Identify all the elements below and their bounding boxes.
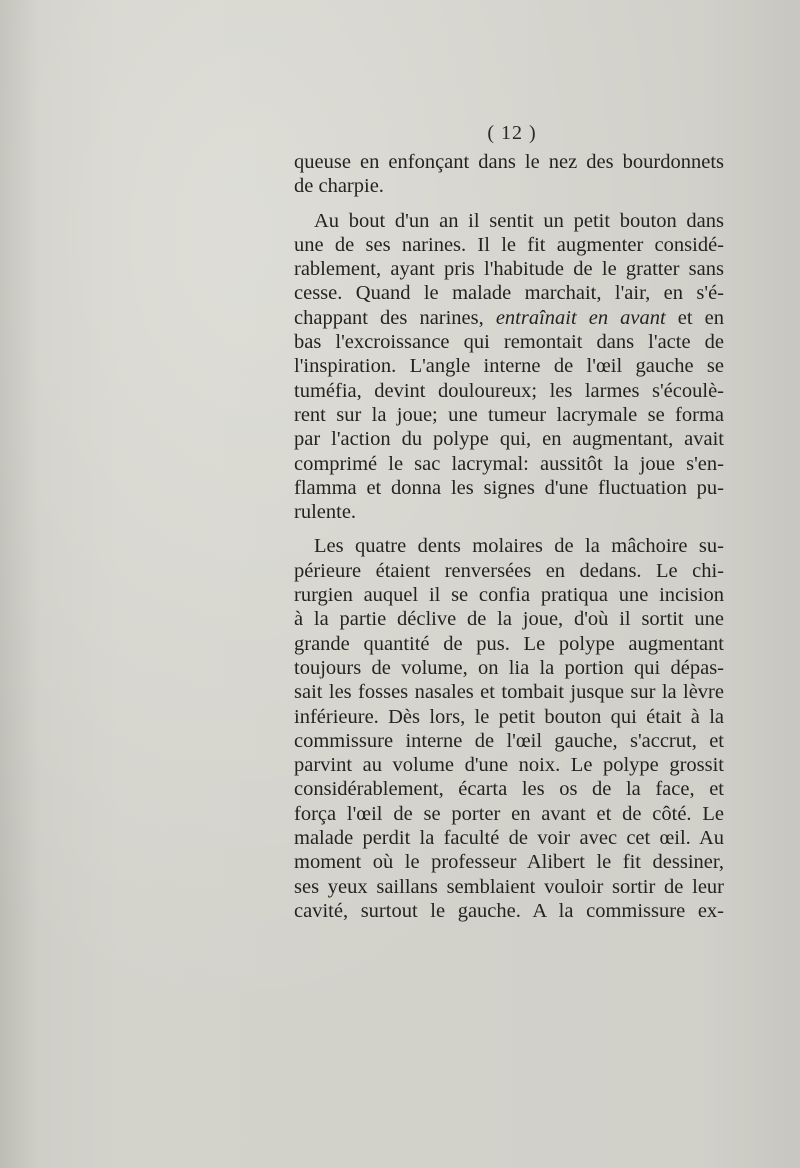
text-line: sait les fosses nasales et tombait jusque sur la lèvre [294, 681, 724, 704]
text-line: commissure interne de l'œil gauche, s'accrut, et [294, 729, 724, 752]
text-line: une de ses narines. Il le fit augmenter considé- [294, 233, 724, 256]
text-line: força l'œil de se porter en avant et de côté. Le [294, 802, 724, 825]
text-line: périeure étaient renversées en dedans. Le chi- [294, 559, 724, 582]
text-line: rurgien auquel il se confia pratiqua une incision [294, 584, 724, 607]
text-line: considérablement, écarta les os de la face, et [294, 778, 724, 801]
paragraph-3 [294, 534, 724, 923]
text-line: par l'action du polype qui, en augmentant, avait [294, 428, 724, 451]
text-line: cesse. Quand le malade marchait, l'air, en s'é- [294, 282, 724, 305]
text-line: rulente. [294, 501, 357, 524]
text-line: grande quantité de pus. Le polype augmentant [294, 632, 724, 655]
text-line: queuse en enfonçant dans le nez des bourdonnets [294, 151, 724, 173]
text-line: toujours de volume, on lia la portion qui dépas- [294, 656, 724, 679]
text-line: flamma et donna les signes d'une fluctuation pu- [294, 476, 724, 499]
text-line: cavité, surtout le gauche. A la commissure ex- [294, 899, 724, 922]
text-line: à la partie déclive de la joue, d'où il sortit une [294, 608, 724, 631]
text-line: rablement, ayant pris l'habitude de le gratter sans [294, 258, 724, 281]
paragraph-2 [294, 209, 724, 525]
text-line: Les quatre dents molaires de la mâchoire su- [314, 535, 724, 558]
italic-phrase: entraînait en avant [495, 306, 666, 329]
text-line: bas l'excroissance qui remontait dans l'acte de [294, 331, 724, 354]
text-line: ses yeux saillans semblaient vouloir sortir de leur [294, 875, 724, 898]
paragraph-1 [294, 150, 724, 199]
text-run: et en [665, 306, 724, 329]
body-text [294, 150, 724, 923]
text-run: chappant des narines, [294, 306, 496, 329]
text-line: malade perdit la faculté de voir avec cet œil. Au [294, 827, 724, 850]
page-number: ( 12 ) [487, 122, 537, 144]
text-line: inférieure. Dès lors, le petit bouton qui était à la [294, 705, 724, 728]
text-line: rent sur la joue; une tumeur lacrymale se forma [294, 403, 724, 426]
text-line: Au bout d'un an il sentit un petit bouton dans [314, 209, 724, 232]
text-line: l'inspiration. L'angle interne de l'œil gauche se [294, 355, 724, 378]
text-line: parvint au volume d'une noix. Le polype grossit [294, 754, 724, 777]
text-line: comprimé le sac lacrymal: aussitôt la joue s'en- [294, 452, 724, 475]
text-line: tuméfia, devint douloureux; les larmes s'écoulè- [294, 379, 724, 402]
text-line: moment où le professeur Alibert le fit dessiner, [294, 851, 724, 874]
text-line: de charpie. [294, 175, 384, 198]
text-line [294, 306, 724, 330]
